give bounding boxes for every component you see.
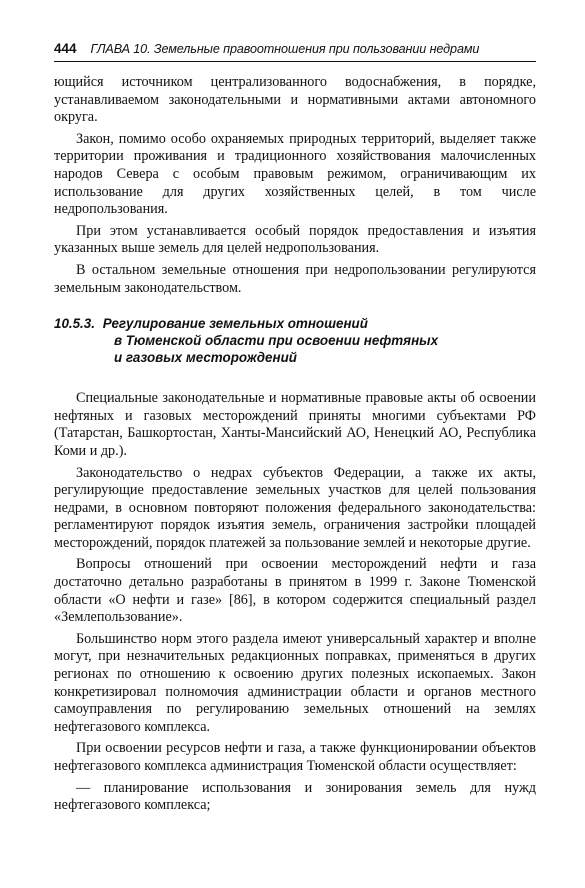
paragraph: Вопросы отношений при освоении месторождений нефти и газа достаточно детально разработаны в принятом в 1999 г. Законе Тюменской области «О нефти и газе» [86], в котором содержится специальный раздел «Землепользование». bbox=[54, 556, 536, 626]
section-number: 10.5.3. bbox=[54, 316, 95, 332]
paragraph: В остальном земельные отношения при недропользовании регулируются земельным законодательством. bbox=[54, 261, 536, 296]
paragraph: Большинство норм этого раздела имеют универсальный характер и вполне могут, при незначительных редакционных поправках, применяться в других регионах по отношению к освоению других полезных ископаемых. Закон конкретизировал полномочия администрации области и органов местного самоуправления по регулированию земельных отношений на землях нефтегазового комплекса. bbox=[54, 630, 536, 735]
section-heading bbox=[54, 315, 536, 366]
paragraph: Законодательство о недрах субъектов Федерации, а также их акты, регулирующие предоставление земельных участков для целей пользования недрами, в основном повторяют положения федерального законодательства: регламентируют порядок изъятия земель, ограничения застройки площадей месторождений, порядок платежей за пользование землей и некоторые другие. bbox=[54, 464, 536, 551]
paragraph: При этом устанавливается особый порядок предоставления и изъятия указанных выше земель для целей недропользования. bbox=[54, 222, 536, 257]
page-number: 444 bbox=[54, 41, 77, 56]
paragraph: Специальные законодательные и нормативные правовые акты об освоении нефтяных и газовых месторождений приняты многими субъектами РФ (Татарстан, Башкортостан, Ханты-Мансийский АО, Ненецкий АО, Республика Коми и др.). bbox=[54, 390, 536, 459]
paragraph: Закон, помимо особо охраняемых природных территорий, выделяет также территории проживания и традиционного хозяйствования малочисленных народов Севера с особым правовым режимом, ограничивающим их использование для других хозяйственных целей, в том числе недропользования. bbox=[54, 130, 536, 218]
section-title-line: и газовых месторождений bbox=[114, 350, 297, 366]
book-page bbox=[54, 40, 536, 815]
paragraph: ющийся источником централизованного водоснабжения, в порядке, устанавливаемом законодательными и нормативными актами автономного округа. bbox=[54, 74, 536, 126]
section-title-line: в Тюменской области при освоении нефтяных bbox=[114, 333, 439, 349]
paragraph: При освоении ресурсов нефти и газа, а также функционировании объектов нефтегазового комплекса администрация Тюменской области осуществляет: bbox=[54, 740, 536, 774]
running-title: ГЛАВА 10. Земельные правоотношения при пользовании недрами bbox=[90, 42, 480, 56]
running-header bbox=[54, 40, 536, 62]
list-item: — планирование использования и зонирования земель для нужд нефтегазового комплекса; bbox=[54, 779, 536, 814]
section-title-line: Регулирование земельных отношений bbox=[102, 316, 368, 332]
